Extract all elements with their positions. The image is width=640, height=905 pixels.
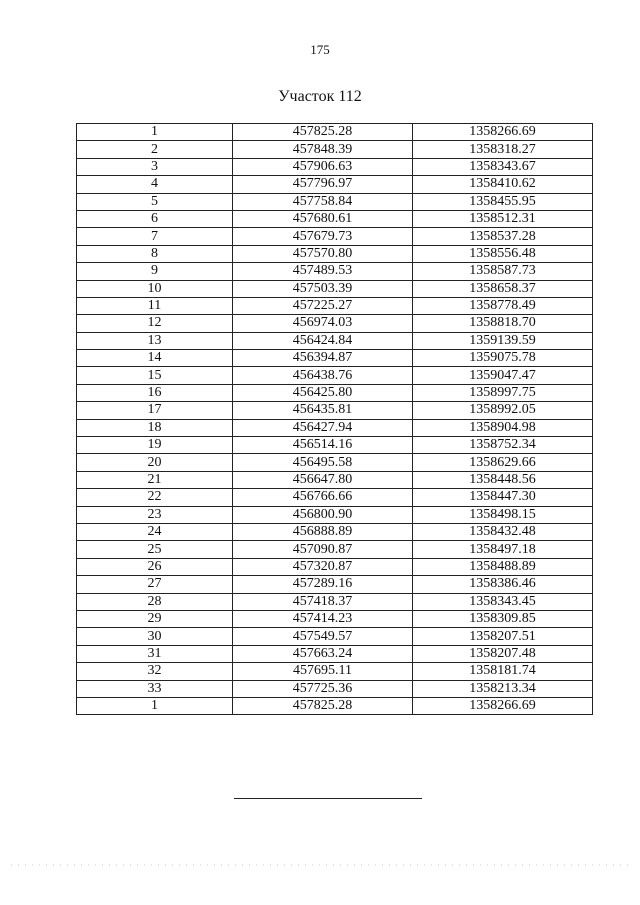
y-coordinate-cell: 1358447.30 (413, 489, 593, 506)
point-number-cell: 31 (77, 645, 233, 662)
x-coordinate-cell: 456435.81 (233, 402, 413, 419)
x-coordinate-cell: 457680.61 (233, 210, 413, 227)
table-row (77, 697, 593, 714)
y-coordinate-cell: 1358498.15 (413, 506, 593, 523)
x-coordinate-cell: 456514.16 (233, 437, 413, 454)
y-coordinate-cell: 1358537.28 (413, 228, 593, 245)
point-number-cell: 27 (77, 576, 233, 593)
table-row (77, 576, 593, 593)
point-number-cell: 28 (77, 593, 233, 610)
x-coordinate-cell: 457796.97 (233, 176, 413, 193)
x-coordinate-cell: 457695.11 (233, 663, 413, 680)
x-coordinate-cell: 456427.94 (233, 419, 413, 436)
x-coordinate-cell: 457825.28 (233, 124, 413, 141)
scan-noise (8, 864, 628, 866)
point-number-cell: 4 (77, 176, 233, 193)
table-row (77, 663, 593, 680)
coordinates-table (76, 123, 593, 715)
point-number-cell: 18 (77, 419, 233, 436)
point-number-cell: 3 (77, 158, 233, 175)
x-coordinate-cell: 457503.39 (233, 280, 413, 297)
y-coordinate-cell: 1358658.37 (413, 280, 593, 297)
y-coordinate-cell: 1358266.69 (413, 697, 593, 714)
point-number-cell: 2 (77, 141, 233, 158)
table-row (77, 297, 593, 314)
point-number-cell: 1 (77, 697, 233, 714)
point-number-cell: 9 (77, 263, 233, 280)
y-coordinate-cell: 1358318.27 (413, 141, 593, 158)
y-coordinate-cell: 1358997.75 (413, 384, 593, 401)
x-coordinate-cell: 456424.84 (233, 332, 413, 349)
table-row (77, 610, 593, 627)
y-coordinate-cell: 1358207.51 (413, 628, 593, 645)
x-coordinate-cell: 457289.16 (233, 576, 413, 593)
point-number-cell: 23 (77, 506, 233, 523)
table-row (77, 471, 593, 488)
y-coordinate-cell: 1358497.18 (413, 541, 593, 558)
point-number-cell: 20 (77, 454, 233, 471)
x-coordinate-cell: 456394.87 (233, 350, 413, 367)
table-row (77, 193, 593, 210)
point-number-cell: 1 (77, 124, 233, 141)
coordinates-table-body (77, 124, 593, 715)
page-number: 175 (310, 42, 330, 57)
x-coordinate-cell: 456495.58 (233, 454, 413, 471)
x-coordinate-cell: 456438.76 (233, 367, 413, 384)
x-coordinate-cell: 457320.87 (233, 558, 413, 575)
table-row (77, 593, 593, 610)
table-row (77, 315, 593, 332)
y-coordinate-cell: 1358213.34 (413, 680, 593, 697)
y-coordinate-cell: 1358207.48 (413, 645, 593, 662)
y-coordinate-cell: 1358904.98 (413, 419, 593, 436)
point-number-cell: 15 (77, 367, 233, 384)
x-coordinate-cell: 456974.03 (233, 315, 413, 332)
y-coordinate-cell: 1358455.95 (413, 193, 593, 210)
x-coordinate-cell: 457418.37 (233, 593, 413, 610)
point-number-cell: 22 (77, 489, 233, 506)
table-row (77, 541, 593, 558)
y-coordinate-cell: 1358752.34 (413, 437, 593, 454)
y-coordinate-cell: 1359047.47 (413, 367, 593, 384)
x-coordinate-cell: 456425.80 (233, 384, 413, 401)
table-row (77, 350, 593, 367)
y-coordinate-cell: 1358488.89 (413, 558, 593, 575)
x-coordinate-cell: 457489.53 (233, 263, 413, 280)
point-number-cell: 5 (77, 193, 233, 210)
y-coordinate-cell: 1358432.48 (413, 523, 593, 540)
table-row (77, 558, 593, 575)
table-row (77, 158, 593, 175)
point-number-cell: 32 (77, 663, 233, 680)
point-number-cell: 14 (77, 350, 233, 367)
point-number-cell: 10 (77, 280, 233, 297)
point-number-cell: 13 (77, 332, 233, 349)
table-row (77, 437, 593, 454)
table-row (77, 332, 593, 349)
table-row (77, 454, 593, 471)
table-row (77, 141, 593, 158)
x-coordinate-cell: 456766.66 (233, 489, 413, 506)
y-coordinate-cell: 1358343.67 (413, 158, 593, 175)
x-coordinate-cell: 457414.23 (233, 610, 413, 627)
y-coordinate-cell: 1358992.05 (413, 402, 593, 419)
x-coordinate-cell: 457758.84 (233, 193, 413, 210)
x-coordinate-cell: 457906.63 (233, 158, 413, 175)
x-coordinate-cell: 457090.87 (233, 541, 413, 558)
x-coordinate-cell: 456647.80 (233, 471, 413, 488)
point-number-cell: 12 (77, 315, 233, 332)
table-row (77, 228, 593, 245)
x-coordinate-cell: 457848.39 (233, 141, 413, 158)
x-coordinate-cell: 457663.24 (233, 645, 413, 662)
point-number-cell: 33 (77, 680, 233, 697)
y-coordinate-cell: 1358818.70 (413, 315, 593, 332)
y-coordinate-cell: 1358556.48 (413, 245, 593, 262)
point-number-cell: 24 (77, 523, 233, 540)
x-coordinate-cell: 457679.73 (233, 228, 413, 245)
table-row (77, 124, 593, 141)
point-number-cell: 11 (77, 297, 233, 314)
point-number-cell: 6 (77, 210, 233, 227)
point-number-cell: 25 (77, 541, 233, 558)
x-coordinate-cell: 457549.57 (233, 628, 413, 645)
point-number-cell: 17 (77, 402, 233, 419)
point-number-cell: 26 (77, 558, 233, 575)
point-number-cell: 8 (77, 245, 233, 262)
table-row (77, 645, 593, 662)
table-row (77, 628, 593, 645)
y-coordinate-cell: 1358266.69 (413, 124, 593, 141)
point-number-cell: 21 (77, 471, 233, 488)
table-row (77, 489, 593, 506)
y-coordinate-cell: 1358386.46 (413, 576, 593, 593)
table-row (77, 680, 593, 697)
y-coordinate-cell: 1358343.45 (413, 593, 593, 610)
table-row (77, 384, 593, 401)
y-coordinate-cell: 1358448.56 (413, 471, 593, 488)
table-row (77, 176, 593, 193)
table-row (77, 402, 593, 419)
section-title: Участок 112 (278, 88, 362, 105)
x-coordinate-cell: 456888.89 (233, 523, 413, 540)
table-row (77, 280, 593, 297)
x-coordinate-cell: 457225.27 (233, 297, 413, 314)
y-coordinate-cell: 1358181.74 (413, 663, 593, 680)
y-coordinate-cell: 1358587.73 (413, 263, 593, 280)
table-row (77, 245, 593, 262)
table-row (77, 506, 593, 523)
table-row (77, 263, 593, 280)
x-coordinate-cell: 457725.36 (233, 680, 413, 697)
x-coordinate-cell: 457570.80 (233, 245, 413, 262)
table-row (77, 523, 593, 540)
y-coordinate-cell: 1358778.49 (413, 297, 593, 314)
point-number-cell: 29 (77, 610, 233, 627)
table-row (77, 367, 593, 384)
y-coordinate-cell: 1358309.85 (413, 610, 593, 627)
point-number-cell: 7 (77, 228, 233, 245)
bottom-rule (234, 798, 422, 799)
table-row (77, 210, 593, 227)
y-coordinate-cell: 1358410.62 (413, 176, 593, 193)
x-coordinate-cell: 457825.28 (233, 697, 413, 714)
point-number-cell: 30 (77, 628, 233, 645)
y-coordinate-cell: 1358629.66 (413, 454, 593, 471)
point-number-cell: 16 (77, 384, 233, 401)
y-coordinate-cell: 1359075.78 (413, 350, 593, 367)
y-coordinate-cell: 1358512.31 (413, 210, 593, 227)
table-row (77, 419, 593, 436)
y-coordinate-cell: 1359139.59 (413, 332, 593, 349)
point-number-cell: 19 (77, 437, 233, 454)
x-coordinate-cell: 456800.90 (233, 506, 413, 523)
